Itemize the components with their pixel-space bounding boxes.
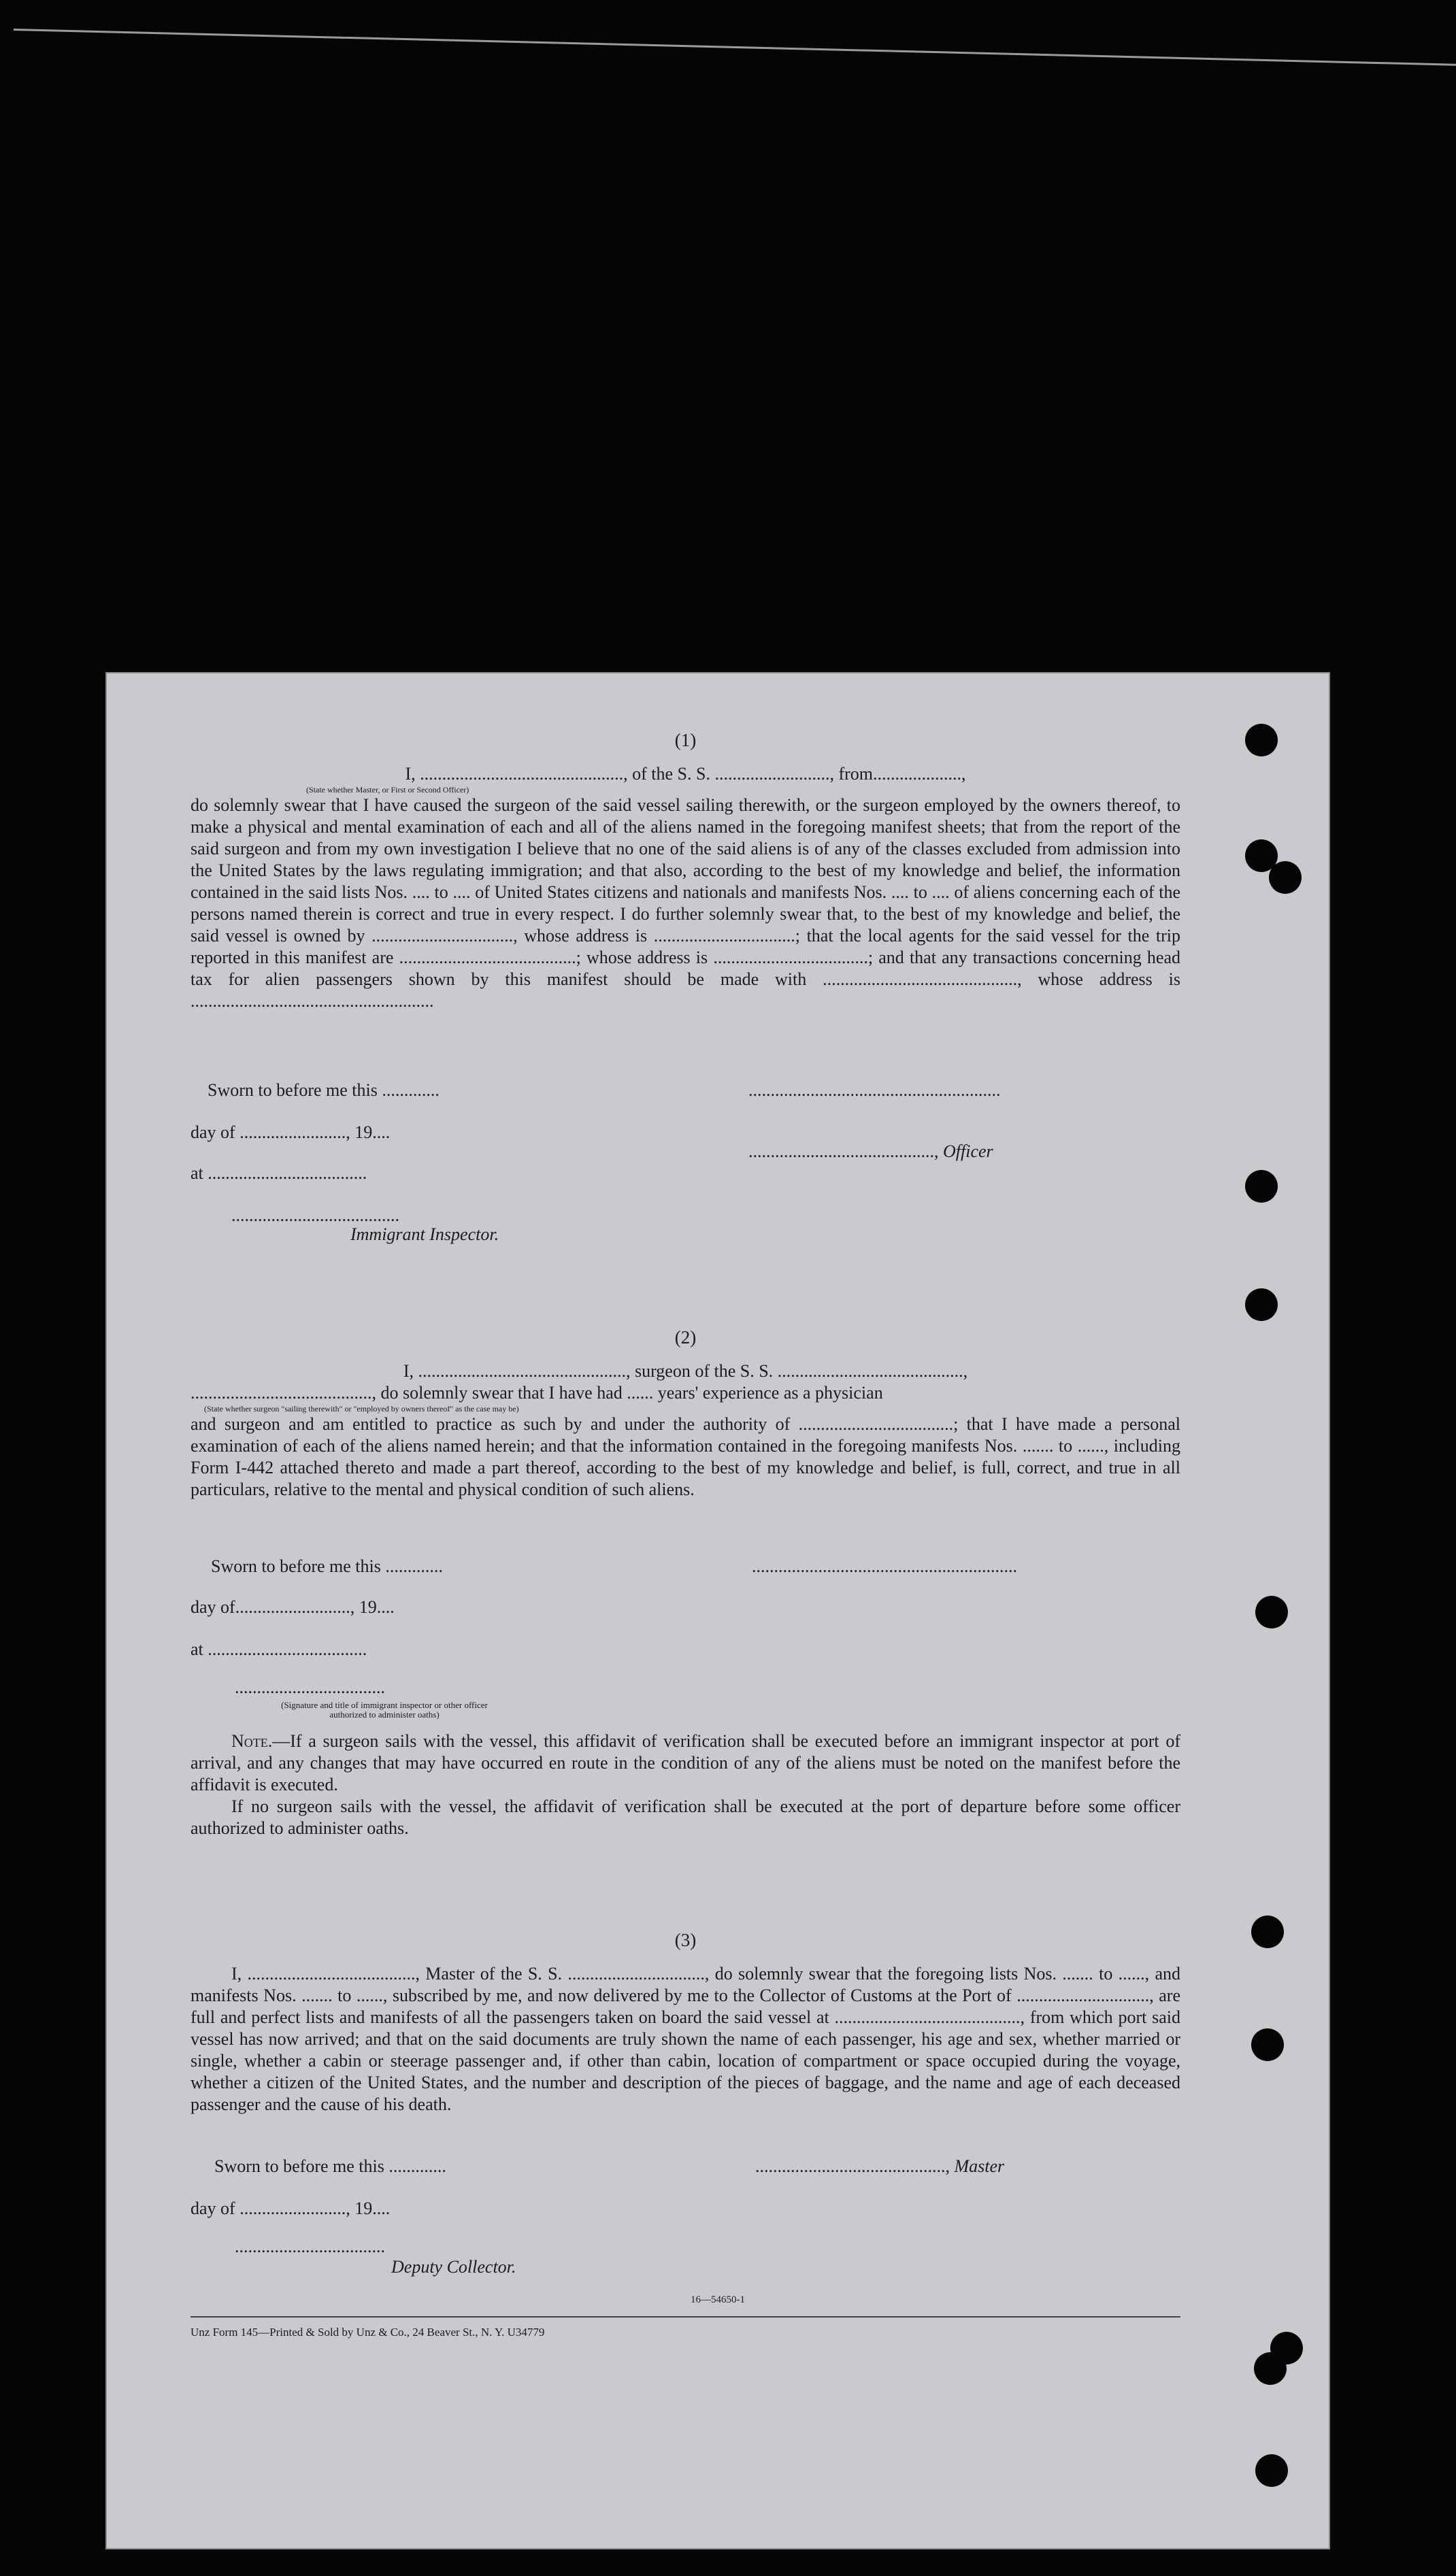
inspector-label: Immigrant Inspector. [350,1224,499,1244]
binder-hole [1245,1170,1278,1203]
officer-title-line [748,1141,993,1162]
date-line: day of.........................., 19.... [191,1597,395,1617]
date-line: day of ........................, 19.... [191,1122,391,1142]
date-line: day of ........................, 19.... [191,2198,391,2218]
binder-hole [1255,1596,1288,1628]
note-label: Note. [231,1731,273,1751]
signature-note: (Signature and title of immigrant inspector or other officer authorized to administer oaths) [281,1700,488,1720]
sworn-line: Sworn to before me this ............. [208,1080,440,1100]
surgeon-experience-line: ........................................., do solemnly swear that I have had ...... years' experience as a physician [191,1383,883,1403]
section-number: (1) [674,730,697,750]
note-text-second: If no surgeon sails with the vessel, the affidavit of verification shall be executed at the port of departure before some officer authorized to administer oaths. [191,1796,1180,1838]
binder-hole [1255,2454,1288,2487]
affidavit-body: do solemnly swear that I have caused the surgeon of the said vessel sailing therewith, or the surgeon employed by the owners thereof, to make a physical and mental examination of each and all of the aliens named in the foregoing manifest sheets; that from the report of the said surgeon and from my own investigation I believe that no one of the said aliens is of any of the classes excluded from admission into the United States by the laws regulating immigration; and that also, according to the best of my knowledge and belief, the information contained in the said lists Nos. .... to .... of United States citizens and nationals and manifests Nos. .... to .... of aliens concerning each of the persons named therein is correct and true in every respect. I do further solemnly swear that, to the best of my knowledge and belief, the said vessel is owned by ................................, whose address is ................................; that the local agents for the said vessel for the trip reported in this manifest are ........................................; whose address is ...................................; and that any transactions concerning head tax for alien passengers shown by this manifest should be made with ............................................, whose address is ....................................................... [191,795,1180,1011]
affidavit-master-delivery-section [191,1929,1180,2115]
binder-hole [1245,1288,1278,1321]
manifest-page [105,672,1330,2549]
place-line: at .................................... [191,1163,367,1183]
official-signature-line: .................................. [235,1677,385,1697]
surgeon-identity-line: I, ..............................................., surgeon of the S. S. .........................................., [403,1361,968,1381]
surgeon-signature-line: ............................................................ [752,1556,1017,1576]
master-signature-line [755,2156,1004,2177]
note-text: —If a surgeon sails with the vessel, this affidavit of verification shall be executed before an immigrant inspector at port of arrival, and any changes that may have occurred en route in the condition of any of the aliens must be noted on the manifest before the affidavit is executed. [191,1731,1180,1794]
instructions-note [191,1730,1180,1839]
instruction-note: (State whether surgeon "sailing therewith" or "employed by owners thereof" as the case may be) [204,1404,519,1414]
collector-label: Deputy Collector. [391,2257,516,2277]
officer-signature-line: ......................................................... [748,1080,1001,1100]
affidavit-body: and surgeon and am entitled to practice as such by and under the authority of ...................................; that I have made a personal examination of each of the aliens named herein; and that the information contained in the foregoing manifests Nos. ....... to ......, including Form I-442 attached thereto and made a part thereof, according to the best of my knowledge and belief, is full, correct, and true in all particulars, relative to the mental and physical condition of such aliens. [191,1414,1180,1499]
binder-hole [1269,861,1302,894]
affidavit-surgeon-section [191,1326,1180,1501]
place-line: at .................................... [191,1639,367,1659]
binder-hole [1251,2028,1284,2061]
officer-dots: .........................................., [748,1141,943,1161]
section-number: (3) [674,1930,697,1950]
master-identity-line: I, .............................................., of the S. S. .........................., from...................., [405,764,966,784]
collector-signature-line: .................................. [235,2237,385,2256]
binder-hole [1254,2352,1287,2385]
form-number: 16—54650-1 [691,2294,745,2305]
master-dots: ..........................................., [755,2156,955,2176]
binder-hole [1245,724,1278,756]
section-number: (2) [674,1327,697,1348]
affidavit-master-section [191,729,1180,1012]
affidavit-body: I, ......................................, Master of the S. S. ..............................., do solemnly swear that the foregoing lists Nos. ....... to ......, and manifests Nos. ....... to ......, subscribed by me, and now delivered by me to the Collector of Customs at the Port of .............................., are full and perfect lists and manifests of all the passengers taken on board the said vessel at .........................................., from which port said vessel has now arrived; and that on the said documents are truly shown the name of each passenger, his age and sex, whether married or single, whether a cabin or steerage passenger and, if other than cabin, location of compartment or space occupied during the voyage, whether a citizen of the United States, and the number and description of the pieces of baggage, and the name and age of each deceased passenger and the cause of his death. [191,1964,1180,2114]
sworn-line: Sworn to before me this ............. [214,2156,446,2176]
inspector-signature-line: ...................................... [231,1205,399,1225]
instruction-note: (State whether Master, or First or Second Officer) [306,785,469,794]
scan-edge-line [14,29,1456,66]
officer-label: Officer [943,1141,993,1161]
master-label: Master [954,2156,1005,2176]
sworn-line: Sworn to before me this ............. [211,1556,443,1576]
printer-footer: Unz Form 145—Printed & Sold by Unz & Co., 24 Beaver St., N. Y. U34779 [191,2316,1180,2339]
binder-hole [1251,1916,1284,1948]
